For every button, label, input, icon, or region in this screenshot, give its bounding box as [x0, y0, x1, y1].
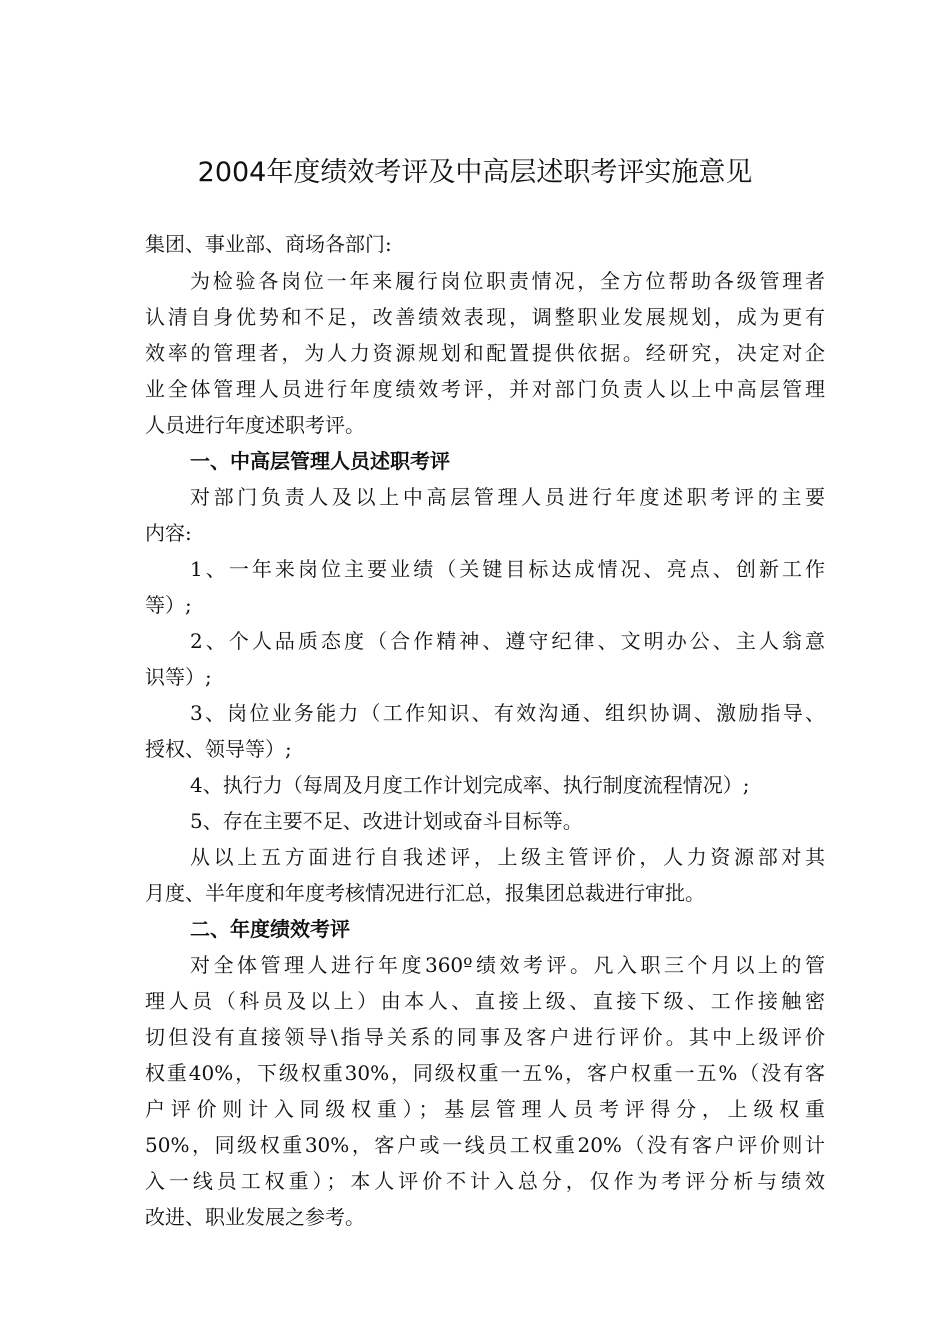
paragraph-line: 50%，同级权重30%，客户或一线员工权重20%（没有客户评价则计 — [145, 1133, 825, 1157]
list-item-line: 1、一年来岗位主要业绩（关键目标达成情况、亮点、创新工作 — [190, 557, 825, 581]
section-heading: 二、年度绩效考评 — [190, 917, 350, 941]
section-heading: 一、中高层管理人员述职考评 — [190, 449, 450, 473]
paragraph-line: 效率的管理者，为人力资源规划和配置提供依据。经研究，决定对企 — [145, 341, 825, 365]
list-item-line: 授权、领导等）; — [145, 737, 292, 761]
paragraph-line: 理人员（科员及以上）由本人、直接上级、直接下级、工作接触密 — [145, 989, 825, 1013]
list-item-line: 3、岗位业务能力（工作知识、有效沟通、组织协调、激励指导、 — [190, 701, 825, 725]
paragraph-line: 权重40%，下级权重30%，同级权重一五%，客户权重一五%（没有客 — [145, 1061, 825, 1085]
paragraph-line: 改进、职业发展之参考。 — [145, 1205, 365, 1229]
list-item-line: 识等）; — [145, 665, 212, 689]
paragraph-line: 业全体管理人员进行年度绩效考评，并对部门负责人以上中高层管理 — [145, 377, 825, 401]
paragraph-line: 为检验各岗位一年来履行岗位职责情况，全方位帮助各级管理者 — [190, 269, 825, 293]
list-item-line: 等）; — [145, 593, 192, 617]
paragraph-line: 从以上五方面进行自我述评，上级主管评价，人力资源部对其 — [190, 845, 825, 869]
salutation: 集团、事业部、商场各部门: — [145, 232, 392, 256]
list-item-line: 5、存在主要不足、改进计划或奋斗目标等。 — [190, 809, 583, 833]
paragraph-line: 户评价则计入同级权重）；基层管理人员考评得分，上级权重 — [145, 1097, 825, 1121]
paragraph-line: 月度、半年度和年度考核情况进行汇总，报集团总裁进行审批。 — [145, 881, 705, 905]
paragraph-line: 认清自身优势和不足，改善绩效表现，调整职业发展规划，成为更有 — [145, 305, 825, 329]
paragraph-line: 对全体管理人进行年度360º绩效考评。凡入职三个月以上的管 — [190, 953, 825, 977]
document-title: 2004年度绩效考评及中高层述职考评实施意见 — [197, 157, 753, 188]
list-item-line: 4、执行力（每周及月度工作计划完成率、执行制度流程情况）; — [190, 773, 750, 797]
paragraph-line: 内容: — [145, 521, 192, 545]
paragraph-line: 对部门负责人及以上中高层管理人员进行年度述职考评的主要 — [190, 485, 825, 509]
paragraph-line: 入一线员工权重）；本人评价不计入总分，仅作为考评分析与绩效 — [145, 1169, 825, 1193]
list-item-line: 2、个人品质态度（合作精神、遵守纪律、文明办公、主人翁意 — [190, 629, 825, 653]
paragraph-line: 人员进行年度述职考评。 — [145, 413, 365, 437]
paragraph-line: 切但没有直接领导\指导关系的同事及客户进行评价。其中上级评价 — [145, 1025, 825, 1049]
